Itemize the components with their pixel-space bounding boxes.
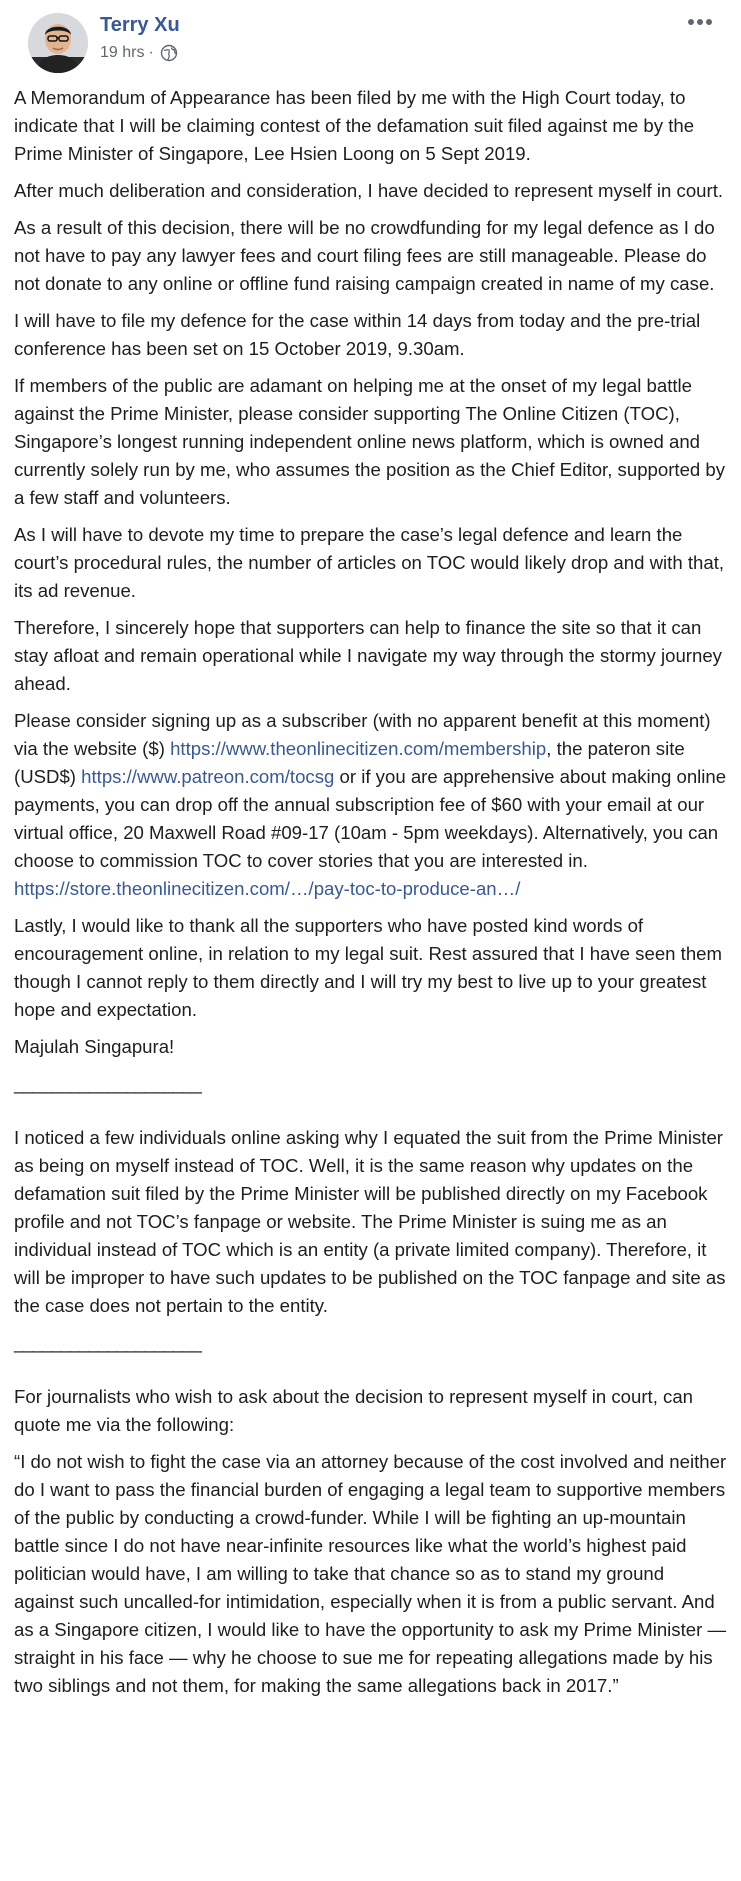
paragraph: If members of the public are adamant on helping me at the onset of my legal battle against the Prime Minister, please consider supporting The Online Citizen (TOC), Singapore’s longest running independent online news platform, which is owned and currently solely run by me, who assumes the position as the Chief Editor, supported by a few staff and volunteers.	[14, 375, 726, 508]
more-options-icon[interactable]	[683, 10, 717, 34]
paragraph: I noticed a few individuals online asking why I equated the suit from the Prime Minister as being on myself instead of TOC. Well, it is the same reason why updates on the defamation suit filed by the Prime Minister will be published directly on my Facebook profile and not TOC’s fanpage or website. The Prime Minister is suing me as an individual instead of TOC which is an entity (a private limited company). Therefore, it will be improper to have such updates to be published on the TOC fanpage and site as the case does not pertain to the entity.	[14, 1127, 726, 1316]
paragraph: As I will have to devote my time to prepare the case’s legal defence and learn the court’s procedural rules, the number of articles on TOC would likely drop and with that, its ad revenue.	[14, 524, 725, 601]
post-header	[14, 0, 727, 78]
paragraph: Therefore, I sincerely hope that supporters can help to finance the site so that it can stay afloat and remain operational while I navigate my way through the stormy journey ahead.	[14, 617, 722, 694]
post-meta	[100, 44, 178, 62]
membership-link[interactable]: https://www.theonlinecitizen.com/membership	[170, 738, 547, 759]
author-name[interactable]: Terry Xu	[100, 14, 180, 36]
paragraph: A Memorandum of Appearance has been filed by me with the High Court today, to indicate that I will be claiming contest of the defamation suit filed against me by the Prime Minister of Singapore, Lee Hsien Loong on 5 Sept 2019.	[14, 87, 695, 164]
divider-line: ____________________	[14, 1073, 201, 1094]
post-body	[14, 78, 727, 1700]
text-span: , the pateron site (USD$)	[14, 738, 685, 787]
paragraph: Majulah Singapura!	[14, 1036, 175, 1057]
avatar[interactable]	[28, 13, 88, 73]
meta-separator: ·	[148, 44, 154, 61]
paragraph: After much deliberation and consideration, I have decided to represent myself in court.	[14, 180, 724, 201]
paragraph: For journalists who wish to ask about the decision to represent myself in court, can quote me via the following:	[14, 1386, 693, 1435]
text-span: or if you are apprehensive about making online payments, you can drop off the annual subscription fee of $60 with your email at our virtual office, 20 Maxwell Road #09-17 (10am - 5pm weekdays). Alternatively, you can choose to commission TOC to cover stories that you are interested in.	[14, 766, 727, 871]
paragraph-with-links	[14, 707, 727, 903]
post-timestamp[interactable]: 19 hrs	[100, 44, 145, 61]
store-link[interactable]: https://store.theonlinecitizen.com/…/pay-toc-to-produce-an…/	[14, 878, 521, 899]
globe-icon[interactable]	[160, 44, 178, 62]
divider-line: ____________________	[14, 1332, 201, 1353]
patreon-link[interactable]: https://www.patreon.com/tocsg	[81, 766, 335, 787]
text-span: Please consider signing up as a subscriber (with no apparent benefit at this moment) via the website ($)	[14, 710, 711, 759]
paragraph: As a result of this decision, there will be no crowdfunding for my legal defence as I do not have to pay any lawyer fees and court filing fees are still manageable. Please do not donate to any online or offline fund raising campaign created in name of my case.	[14, 217, 715, 294]
quote-paragraph: “I do not wish to fight the case via an attorney because of the cost involved and neither do I want to pass the financial burden of engaging a legal team to supportive members of the public by conducting a crowd-funder. While I will be fighting an up-mountain battle since I do not have near-infinite resources like what the world’s highest paid politician would have, I am willing to take that chance so as to stand my ground against such uncalled-for intimidation, especially when it is from a public servant. And as a Singapore citizen, I would like to have the opportunity to ask my Prime Minister — straight in his face — why he choose to sue me for repeating allegations made by his two siblings and not them, for making the same allegations back in 2017.”	[14, 1451, 727, 1696]
paragraph: I will have to file my defence for the case within 14 days from today and the pre-trial conference has been set on 15 October 2019, 9.30am.	[14, 310, 701, 359]
paragraph: Lastly, I would like to thank all the supporters who have posted kind words of encouragement online, in relation to my legal suit. Rest assured that I have seen them though I cannot reply to them directly and I will try my best to live up to your greatest hope and expectation.	[14, 915, 722, 1020]
